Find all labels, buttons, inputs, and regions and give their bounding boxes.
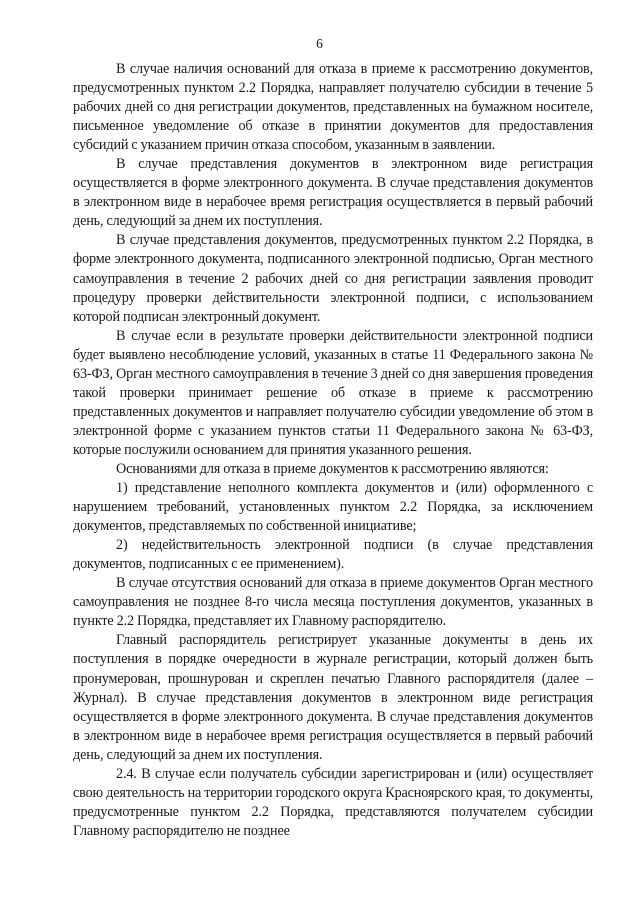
- paragraph-signature-check: В случае представления документов, предусмотренных пунктом 2.2 Порядка, в форме электронного документа, подписанного электронной подписью, Орган местного самоуправления в течение 2 рабочих дней со дня регистрации заявления проводит процедуру проверки действительности электронной подписи, с использованием которой подписан электронный документ.: [73, 232, 593, 325]
- page-number: 6: [316, 36, 323, 51]
- paragraph-ground-2: 2) недействительность электронной подписи (в случае представления документов, подписанных с ее применением).: [73, 537, 593, 573]
- paragraph-signature-violation: В случае если в результате проверки действительности электронной подписи будет выявлено несоблюдение условий, указанных в статье 11 Федерального закона № 63-ФЗ, Орган местного самоуправления в течение 3 дней со дня завершения проведения такой проверки принимает решение об отказе в приеме к рассмотрению представленных документов и направляет получателю субсидии уведомление об этом в электронной форме с указанием пунктов статьи 11 Федерального закона № 63-ФЗ, которые послужили основанием для принятия указанного решения.: [73, 327, 593, 458]
- paragraph-journal-registration: Главный распорядитель регистрирует указанные документы в день их поступления в порядке очередности в журнале регистрации, который должен быть пронумерован, прошнурован и скреплен печатью Главного распорядителя (далее – Журнал). В случае представления документов в электронном виде регистрация осуществляется в форме электронного документа. В случае представления документов в электронном виде в нерабочее время регистрация осуществляется в первый рабочий день, следующий за днем их поступления.: [73, 632, 593, 763]
- paragraph-refusal-grounds-intro: Основаниями для отказа в приеме документов к рассмотрению являются:: [116, 460, 549, 477]
- paragraph-section-2-4: 2.4. В случае если получатель субсидии зарегистрирован и (или) осуществляет свою деятельность на территории городского округа Красноярского края, то документы, предусмотренные пунктом 2.2 Порядка, представляются получателем субсидии Главному распорядителю не позднее: [73, 765, 593, 839]
- paragraph-no-refusal: В случае отсутствия оснований для отказа в приеме документов Орган местного самоуправления не позднее 8-го числа месяца поступления документов, указанных в пункте 2.2 Порядка, представляет их Главному распорядителю.: [73, 575, 593, 630]
- document-body: [73, 60, 593, 841]
- paragraph-electronic-registration: В случае представления документов в электронном виде регистрация осуществляется в форме электронного документа. В случае представления документов в электронном виде в нерабочее время регистрация осуществляется в первый рабочий день, следующий за днем их поступления.: [73, 156, 593, 230]
- paragraph-ground-1: 1) представление неполного комплекта документов и (или) оформленного с нарушением требований, установленных пунктом 2.2 Порядка, за исключением документов, представляемых по собственной инициативе;: [73, 480, 593, 535]
- paragraph-refusal-notice: В случае наличия оснований для отказа в приеме к рассмотрению документов, предусмотренных пунктом 2.2 Порядка, направляет получателю субсидии в течение 5 рабочих дней со дня регистрации документов, представленных на бумажном носителе, письменное уведомление об отказе в принятии документов для предоставления субсидий с указанием причин отказа способом, указанным в заявлении.: [73, 61, 593, 154]
